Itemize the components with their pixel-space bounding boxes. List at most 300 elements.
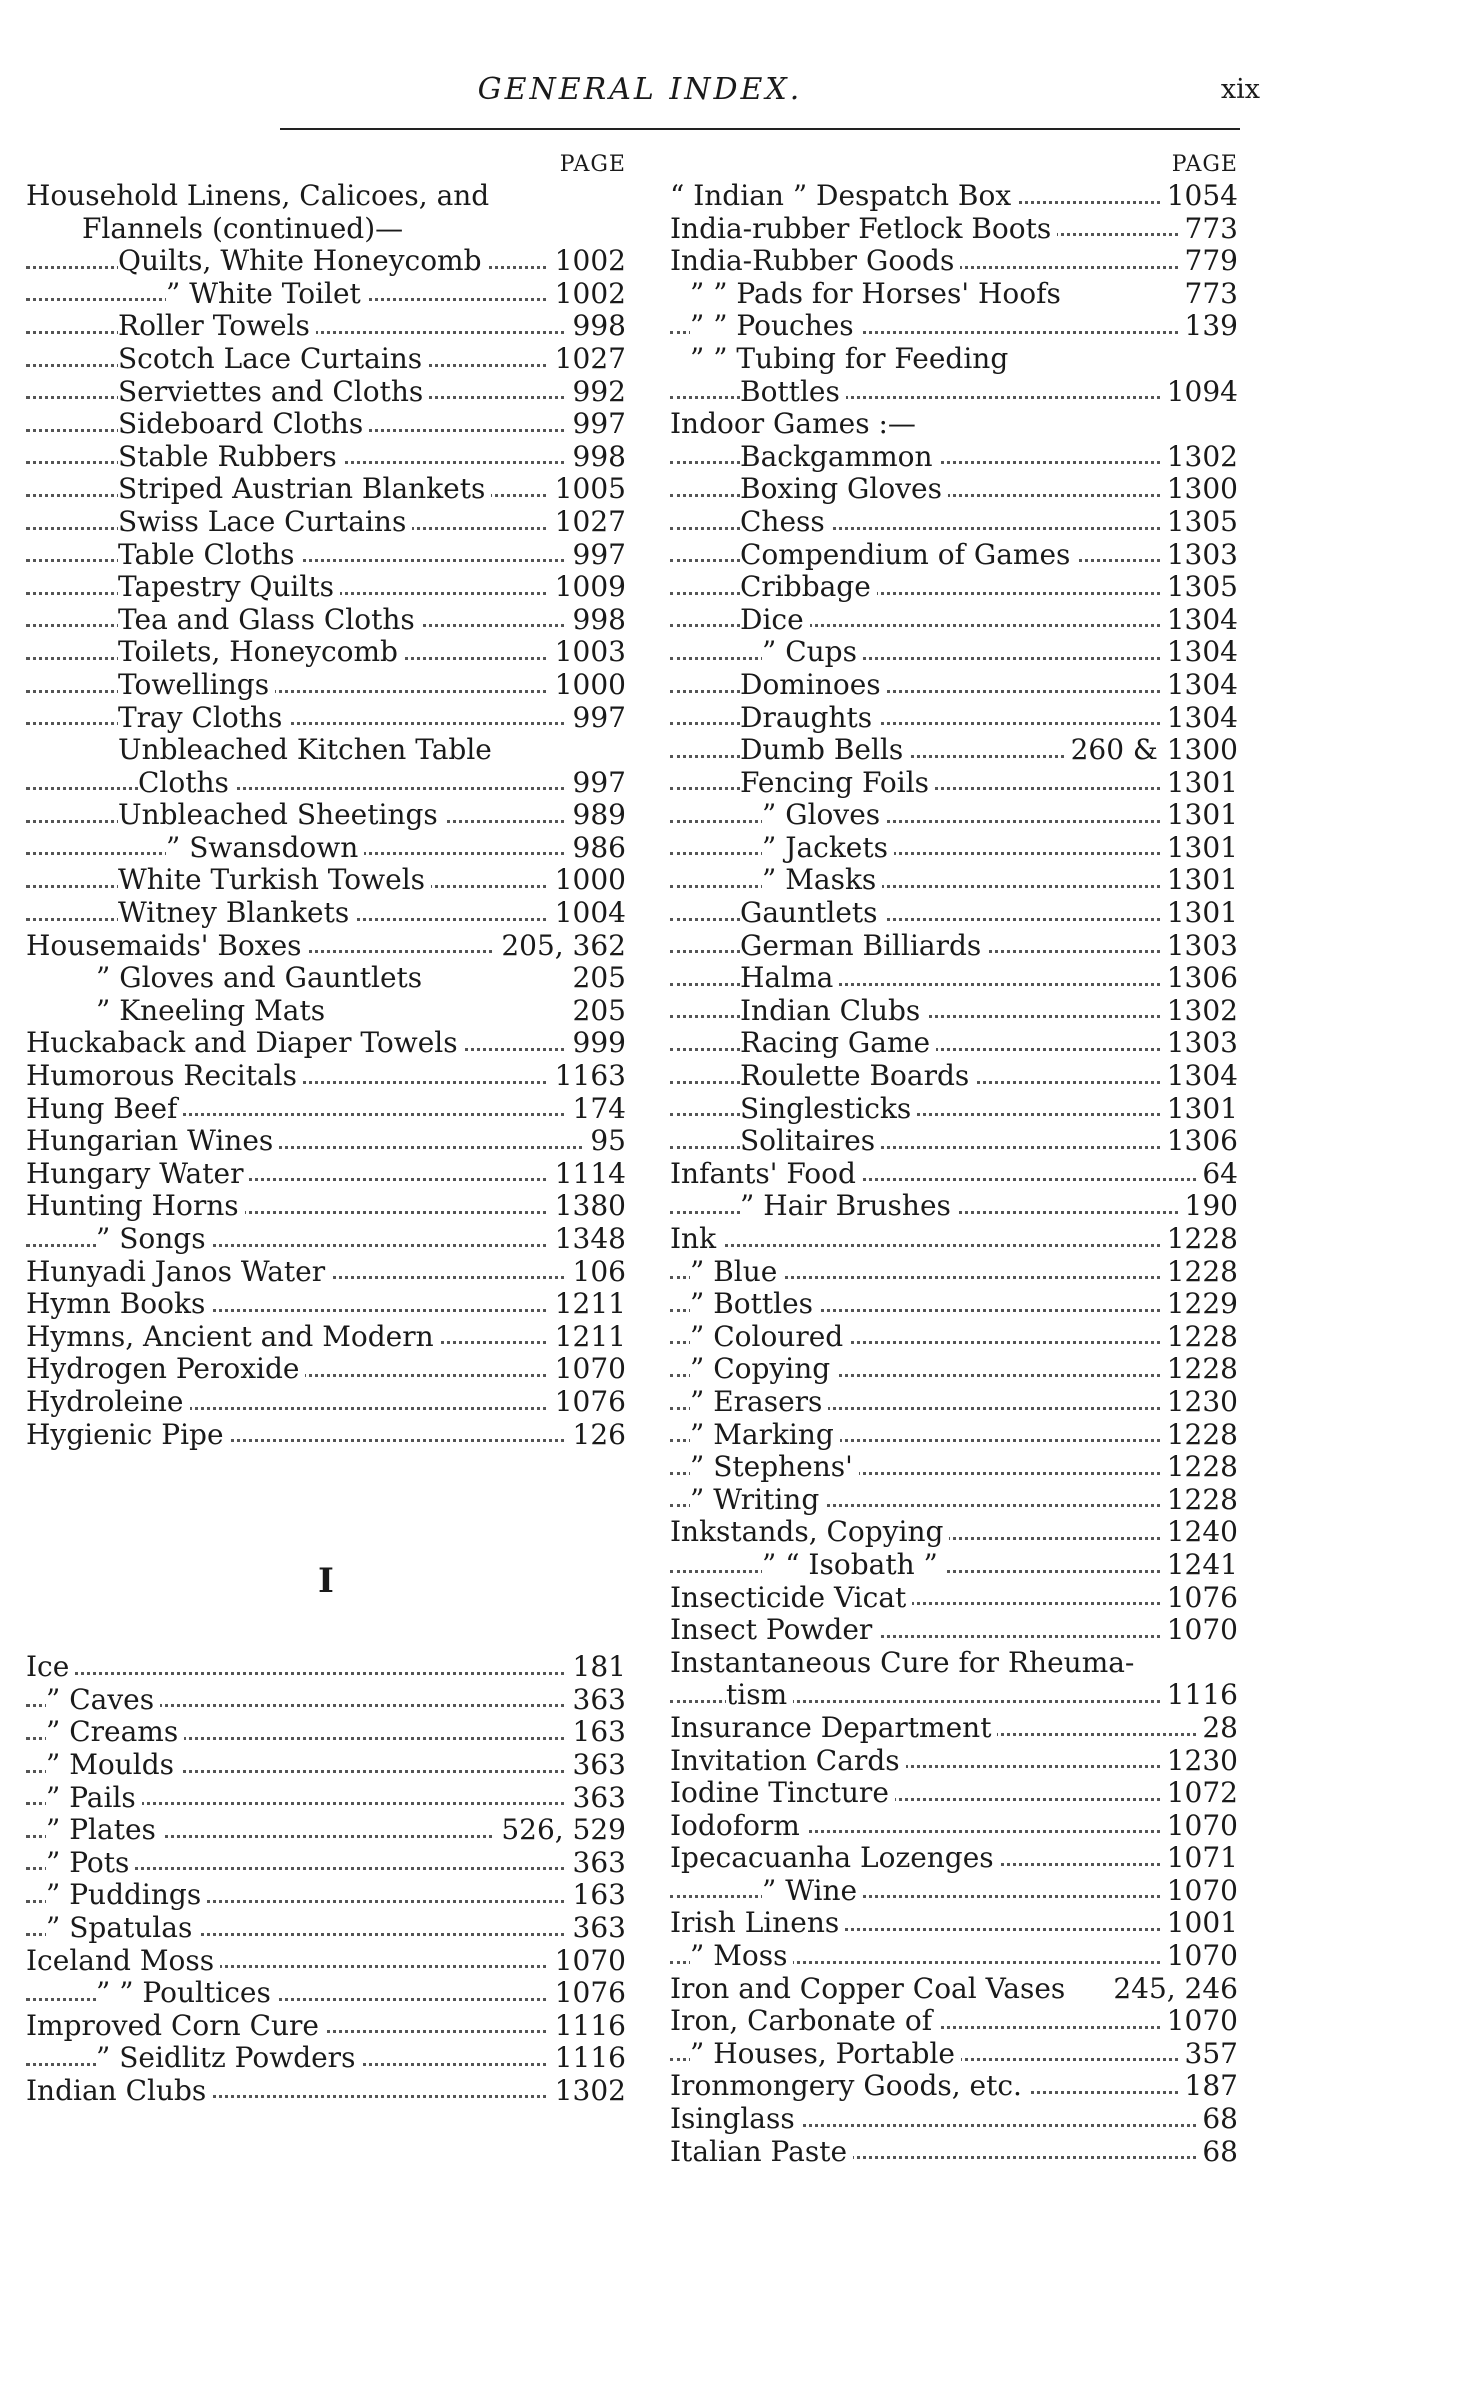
index-entry [26,2010,626,2043]
index-entry [26,669,626,702]
entry-page-number: 1306 [1161,1125,1238,1158]
index-entry [26,832,626,865]
entry-label: Chess [740,506,831,539]
entry-page-number: 986 [567,832,626,865]
entry-page-number: 1301 [1161,864,1238,897]
entry-page-number: 1230 [1161,1386,1238,1419]
index-entry [26,702,626,735]
entry-page-number: 1000 [549,864,626,897]
index-entry [670,2136,1238,2169]
entry-page-number: 1211 [549,1288,626,1321]
index-entry [26,1386,626,1419]
entry-page-number: 1163 [549,1060,626,1093]
index-entry [670,571,1238,604]
entry-page-number: 1228 [1161,1484,1238,1517]
index-list-right [670,180,1238,2168]
entry-page-number: 1304 [1161,1060,1238,1093]
entry-page-number: 989 [567,799,626,832]
entry-label: ” ” Poultices [96,1977,277,2010]
entry-label: Roulette Boards [740,1060,975,1093]
index-entry [670,897,1238,930]
index-entry [26,1419,626,1452]
entry-label: Irish Linens [670,1907,845,1940]
header-rule [280,128,1240,130]
index-entry [670,1745,1238,1778]
entry-page-number: 1228 [1161,1353,1238,1386]
entry-label: Cloths [138,767,235,800]
entry-label: Fencing Foils [740,767,935,800]
entry-label: ” Pots [46,1847,135,1880]
entry-label: Hunyadi Janos Water [26,1256,331,1289]
entry-page-number: 1027 [549,506,626,539]
index-entry [670,2038,1238,2071]
entry-page-number: 64 [1196,1158,1238,1191]
entry-label: ” “ Isobath ” [762,1549,944,1582]
index-entry [26,245,626,278]
entry-page-number: 998 [567,441,626,474]
dot-leader [26,1672,626,1675]
index-list-h [26,180,626,1451]
entry-label: Humorous Recitals [26,1060,303,1093]
index-entry [670,376,1238,409]
dot-leader [26,559,626,562]
entry-page-number: 1304 [1161,669,1238,702]
entry-label: ” Gloves and Gauntlets [96,962,428,995]
entry-page-number: 163 [567,1716,626,1749]
entry-page-number: 68 [1196,2136,1238,2169]
index-entry [26,604,626,637]
index-entry [26,408,626,441]
index-entry [670,1484,1238,1517]
entry-page-number: 1301 [1161,799,1238,832]
entry-label: ” Swansdown [166,832,364,865]
index-entry [26,1684,626,1717]
entry-label: Table Cloths [118,539,300,572]
index-entry [26,1256,626,1289]
entry-label: Hygienic Pipe [26,1419,230,1452]
index-entry [26,1288,626,1321]
entry-label: ” Marking [690,1419,840,1452]
entry-label: ” Copying [690,1353,836,1386]
index-entry [670,408,1238,441]
index-entry [670,1125,1238,1158]
entry-page-number: 1003 [549,636,626,669]
entry-page-number: 1304 [1161,636,1238,669]
index-entry [26,1158,626,1191]
index-entry [26,213,626,246]
entry-page-number: 1305 [1161,506,1238,539]
entry-label: ” Blue [690,1256,783,1289]
index-entry [26,1125,626,1158]
index-entry [26,1749,626,1782]
entry-label: Unbleached Sheetings [118,799,444,832]
index-entry [670,1321,1238,1354]
index-entry [670,1256,1238,1289]
entry-label: Compendium of Games [740,539,1076,572]
entry-label: Serviettes and Cloths [118,376,429,409]
entry-page-number: 1305 [1161,571,1238,604]
index-entry [670,1614,1238,1647]
index-entry [670,2070,1238,2103]
dot-leader [670,852,1238,855]
entry-label: Boxing Gloves [740,473,948,506]
entry-label: Indian Clubs [26,2075,212,2108]
entry-label: Quilts, White Honeycomb [118,245,488,278]
index-entry [670,1093,1238,1126]
index-entry [670,278,1238,311]
index-entry [670,1419,1238,1452]
entry-label: ” Houses, Portable [690,2038,961,2071]
index-entry [26,2042,626,2075]
index-entry [670,441,1238,474]
entry-label: Infants' Food [670,1158,862,1191]
entry-label: ” Moulds [46,1749,180,1782]
entry-page-number: 205 [567,962,626,995]
entry-label: ” Stephens' [690,1451,859,1484]
index-entry [26,1223,626,1256]
index-entry [670,2103,1238,2136]
index-entry [670,1679,1238,1712]
index-entry [670,799,1238,832]
entry-label: Scotch Lace Curtains [118,343,428,376]
index-entry [26,343,626,376]
index-list-i [26,1651,626,2107]
entry-page-number: 1000 [549,669,626,702]
entry-label: Invitation Cards [670,1745,906,1778]
entry-page-number: 1070 [1161,1810,1238,1843]
index-entry [670,1027,1238,1060]
page-column-heading: PAGE [1171,152,1238,177]
dot-leader [26,787,626,790]
entry-label: ” Puddings [46,1879,207,1912]
index-entry [670,1810,1238,1843]
index-entry [26,1321,626,1354]
entry-label: ” Wine [762,1875,863,1908]
entry-page-number: 773 [1179,213,1238,246]
entry-label: Hydrogen Peroxide [26,1353,305,1386]
index-entry [670,1647,1238,1680]
entry-label: Ironmongery Goods, etc. [670,2070,1028,2103]
index-entry [670,864,1238,897]
entry-page-number: 1114 [549,1158,626,1191]
index-entry [670,1223,1238,1256]
index-entry [670,473,1238,506]
index-entry [670,767,1238,800]
entry-page-number: 181 [567,1651,626,1684]
entry-label: Gauntlets [740,897,884,930]
entry-page-number: 1303 [1161,1027,1238,1060]
entry-label: Insecticide Vicat [670,1582,912,1615]
entry-page-number: 174 [567,1093,626,1126]
entry-label: Ipecacuanha Lozenges [670,1842,1000,1875]
entry-label: Flannels (continued)— [82,213,409,246]
entry-page-number: 1302 [1161,441,1238,474]
entry-page-number: 1301 [1161,897,1238,930]
entry-page-number: 1076 [549,1386,626,1419]
dot-leader [670,657,1238,660]
entry-label: ” Creams [46,1716,184,1749]
entry-label: ” Pails [46,1782,142,1815]
entry-page-number: 1116 [1161,1679,1238,1712]
index-entry [26,1716,626,1749]
entry-label: Ink [670,1223,722,1256]
index-entry [670,604,1238,637]
entry-label: ” White Toilet [166,278,367,311]
index-entry [26,376,626,409]
entry-label: India-Rubber Goods [670,245,960,278]
entry-page-number: 363 [567,1847,626,1880]
index-entry [670,702,1238,735]
entry-label: Iron, Carbonate of [670,2005,938,2038]
entry-label: Hunting Horns [26,1190,245,1223]
page-column-heading: PAGE [559,152,626,177]
entry-page-number: 997 [567,767,626,800]
entry-label: ” Moss [690,1940,793,1973]
entry-page-number: 28 [1196,1712,1238,1745]
entry-label: Iceland Moss [26,1945,220,1978]
entry-page-number: 363 [567,1912,626,1945]
entry-page-number: 999 [567,1027,626,1060]
entry-label: Italian Paste [670,2136,853,2169]
entry-page-number: 1070 [1161,1614,1238,1647]
entry-page-number: 779 [1179,245,1238,278]
entry-page-number: 773 [1179,278,1238,311]
entry-label: Dice [740,604,810,637]
index-entry [670,1549,1238,1582]
entry-page-number: 1070 [1161,1875,1238,1908]
index-entry [670,1777,1238,1810]
entry-page-number: 1070 [549,1353,626,1386]
dot-leader [670,820,1238,823]
index-entry [670,734,1238,767]
index-entry [26,571,626,604]
entry-label: ” Spatulas [46,1912,198,1945]
index-entry [26,799,626,832]
entry-page-number: 1228 [1161,1256,1238,1289]
entry-label: ” Cups [762,636,863,669]
dot-leader [26,690,626,693]
dot-leader [26,331,626,334]
index-entry [670,1582,1238,1615]
entry-label: Iodine Tincture [670,1777,895,1810]
entry-page-number: 1303 [1161,930,1238,963]
entry-page-number: 1301 [1161,767,1238,800]
entry-page-number: 205 [567,995,626,1028]
index-entry [26,278,626,311]
entry-page-number: 1302 [1161,995,1238,1028]
dot-leader [670,1895,1238,1898]
entry-label: Unbleached Kitchen Table [118,734,498,767]
index-entry [26,1977,626,2010]
index-entry [670,832,1238,865]
index-entry [26,1879,626,1912]
index-entry [670,1842,1238,1875]
entry-page-number: 245, 246 [1107,1973,1238,2006]
index-entry [26,1060,626,1093]
index-entry [670,310,1238,343]
entry-label: ” Caves [46,1684,160,1717]
entry-label: Indian Clubs [740,995,926,1028]
entry-label: Swiss Lace Curtains [118,506,412,539]
entry-page-number: 106 [567,1256,626,1289]
entry-label: Household Linens, Calicoes, and [26,180,495,213]
index-entry [670,1973,1238,2006]
entry-page-number: 526, 529 [495,1814,626,1847]
entry-label: Insect Powder [670,1614,878,1647]
entry-page-number: 1211 [549,1321,626,1354]
index-entry [670,1190,1238,1223]
entry-page-number: 1054 [1161,180,1238,213]
entry-label: Bottles [740,376,846,409]
entry-page-number: 1228 [1161,1451,1238,1484]
entry-label: Hung Beef [26,1093,183,1126]
entry-label: ” Writing [690,1484,825,1517]
entry-page-number: 1303 [1161,539,1238,572]
entry-label: Singlesticks [740,1093,917,1126]
entry-page-number: 1071 [1161,1842,1238,1875]
entry-label: ” Erasers [690,1386,828,1419]
entry-label: Racing Game [740,1027,936,1060]
entry-label: ” Seidlitz Powders [96,2042,361,2075]
index-entry [26,1814,626,1847]
dot-leader [670,885,1238,888]
entry-page-number: 1240 [1161,1516,1238,1549]
index-column-left [26,150,626,2107]
entry-label: Dumb Bells [740,734,909,767]
entry-label: Isinglass [670,2103,801,2136]
index-entry [670,213,1238,246]
entry-label: ” Hair Brushes [740,1190,957,1223]
entry-label: Hydroleine [26,1386,190,1419]
entry-page-number: 1228 [1161,1419,1238,1452]
page-number: xix [1220,74,1260,105]
entry-page-number: 1076 [549,1977,626,2010]
entry-page-number: 997 [567,408,626,441]
entry-label: Hungary Water [26,1158,249,1191]
index-entry [670,636,1238,669]
index-entry [26,539,626,572]
index-entry [670,1907,1238,1940]
entry-label: Backgammon [740,441,939,474]
entry-label: Towellings [118,669,275,702]
entry-page-number: 1070 [1161,2005,1238,2038]
entry-page-number: 95 [584,1125,626,1158]
entry-label: Instantaneous Cure for Rheuma- [670,1647,1140,1680]
index-entry [26,930,626,963]
entry-page-number: 1230 [1161,1745,1238,1778]
entry-label: Draughts [740,702,878,735]
entry-label: India-rubber Fetlock Boots [670,213,1057,246]
entry-label: Iodoform [670,1810,806,1843]
entry-label: Hungarian Wines [26,1125,279,1158]
index-entry [670,539,1238,572]
entry-page-number: 1301 [1161,1093,1238,1126]
entry-page-number: 363 [567,1684,626,1717]
entry-label: Improved Corn Cure [26,2010,325,2043]
index-entry [670,1875,1238,1908]
entry-page-number: 1116 [549,2042,626,2075]
entry-page-number: 1070 [1161,1940,1238,1973]
entry-page-number: 68 [1196,2103,1238,2136]
entry-label: Hymns, Ancient and Modern [26,1321,440,1354]
entry-page-number: 1116 [549,2010,626,2043]
entry-page-number: 1002 [549,278,626,311]
entry-label: Sideboard Cloths [118,408,369,441]
index-entry [26,1782,626,1815]
index-entry [26,1093,626,1126]
entry-label: Dominoes [740,669,887,702]
entry-label: Inkstands, Copying [670,1516,949,1549]
index-entry [670,1158,1238,1191]
entry-page-number: 260 & 1300 [1065,734,1238,767]
index-entry [26,995,626,1028]
entry-label: Halma [740,962,839,995]
entry-page-number: 1076 [1161,1582,1238,1615]
entry-page-number: 1348 [549,1223,626,1256]
entry-page-number: 1002 [549,245,626,278]
entry-page-number: 1380 [549,1190,626,1223]
entry-page-number: 1304 [1161,604,1238,637]
index-entry [26,636,626,669]
entry-page-number: 1027 [549,343,626,376]
entry-label: Ice [26,1651,75,1684]
entry-label: ” ” Pouches [690,310,860,343]
entry-page-number: 1301 [1161,832,1238,865]
entry-page-number: 992 [567,376,626,409]
entry-page-number: 363 [567,1749,626,1782]
entry-label: “ Indian ” Despatch Box [670,180,1017,213]
index-entry [670,1516,1238,1549]
entry-label: White Turkish Towels [118,864,431,897]
entry-label: Insurance Department [670,1712,997,1745]
entry-page-number: 1094 [1161,376,1238,409]
entry-label: ” ” Tubing for Feeding [690,343,1014,376]
index-entry [670,1712,1238,1745]
index-entry [26,473,626,506]
entry-label: Witney Blankets [118,897,355,930]
entry-label: ” Bottles [690,1288,819,1321]
index-entry [26,897,626,930]
dot-leader [670,1244,1238,1247]
entry-label: Housemaids' Boxes [26,930,308,963]
entry-label: Iron and Copper Coal Vases [670,1973,1071,2006]
entry-page-number: 1005 [549,473,626,506]
entry-label: ” ” Pads for Horses' Hoofs [690,278,1067,311]
entry-label: Toilets, Honeycomb [118,636,404,669]
index-entry [26,1190,626,1223]
entry-page-number: 997 [567,539,626,572]
entry-label: Solitaires [740,1125,881,1158]
entry-page-number: 1304 [1161,702,1238,735]
index-entry [26,734,626,767]
entry-page-number: 139 [1179,310,1238,343]
index-entry [670,1386,1238,1419]
dot-leader [26,722,626,725]
index-column-right [670,150,1238,2168]
entry-label: ” Coloured [690,1321,849,1354]
entry-page-number: 187 [1179,2070,1238,2103]
entry-label: Striped Austrian Blankets [118,473,491,506]
index-entry [670,1353,1238,1386]
index-entry [670,995,1238,1028]
entry-page-number: 1072 [1161,1777,1238,1810]
entry-label: ” Songs [96,1223,212,1256]
entry-label: Roller Towels [118,310,316,343]
index-entry [26,2075,626,2108]
index-entry [26,1027,626,1060]
index-entry [26,962,626,995]
index-entry [670,1940,1238,1973]
